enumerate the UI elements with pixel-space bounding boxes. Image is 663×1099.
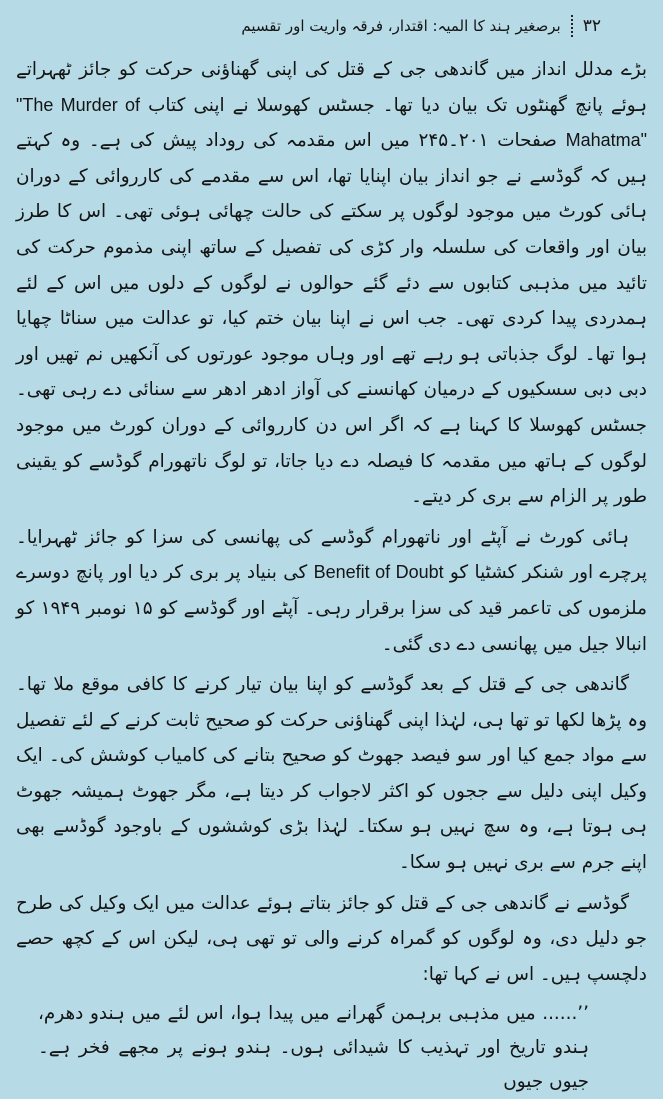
paragraph-2-text-b: کی بنیاد پر بری کر دیا اور پانچ دوسرے ملزموں کی تاعمر قید کی سزا برقرار رہی۔ آپٹے اور گوڈسے کو ۱۵ نومبر ۱۹۴۹ کو انبالا جیل میں پھانسی دے دی گئی۔	[16, 562, 647, 655]
paragraph-3: گاندھی جی کے قتل کے بعد گوڈسے کو اپنا بیان تیار کرنے کا کافی موقع ملا تھا۔ وہ پڑھا لکھا تو تھا ہی، لہٰذا اپنی گھناؤنی حرکت کو صحیح ثابت کرنے کے لئے تفصیل سے مواد جمع کیا اور سو فیصد جھوٹ کو صحیح بتانے کی کامیاب کوشش کی۔ ایک وکیل اپنی دلیل سے ججوں کو اکثر لاجواب کر دیتا ہے، مگر جھوٹ ہمیشہ جھوٹ ہی ہوتا ہے، وہ سچ نہیں ہو سکتا۔ لہٰذا بڑی کوششوں کے باوجود گوڈسے بھی اپنے جرم سے بری نہیں ہو سکا۔	[16, 674, 647, 874]
latin-phrase: Benefit of Doubt	[313, 562, 444, 583]
header-divider	[571, 15, 573, 37]
block-quote: ’’...... میں مذہبی برہمن گھرانے میں پیدا ہوا، اس لئے میں ہندو دھرم، ہندو تاریخ اور تہذیب کا شیدائی ہوں۔ ہندو ہونے پر مجھے فخر ہے۔ جیوں جیوں	[38, 1003, 589, 1093]
running-title: برصغیر ہند کا المیہ: اقتدار، فرقہ واریت اور تقسیم	[241, 17, 561, 35]
page-body	[16, 52, 647, 1099]
page-header	[16, 6, 647, 46]
paragraph-1	[16, 52, 647, 515]
paragraph-4: گوڈسے نے گاندھی جی کے قتل کو جائز بتاتے ہوئے عدالت میں ایک وکیل کی طرح جو دلیل دی، وہ لوگوں کو گمراہ کرنے والی تو تھی ہی، لیکن اس کے کچھ حصے دلچسپ ہیں۔ اس نے کہا تھا:	[16, 892, 647, 985]
page-number: ۳۲	[582, 16, 601, 36]
paragraph-1-text-a: بڑے مدلل انداز میں گاندھی جی کے قتل کی اپنی گھناؤنی حرکت کو جائز ٹھہراتے ہوئے پانچ گھنٹوں تک بیان دیا تھا۔ جسٹس کھوسلا نے اپنی کتاب	[16, 59, 647, 116]
paragraph-2-text-a: ہائی کورٹ نے آپٹے اور ناتھورام گوڈسے کی پھانسی کی سزا کو جائز ٹھہرایا۔ پرچرے اور شنکر کشٹیا کو	[16, 526, 647, 584]
book-title-latin: "The Murder of Mahatma"	[16, 94, 647, 151]
paragraph-1-text-b: صفحات ۲۰۱۔۲۴۵ میں اس مقدمہ کی روداد پیش کی ہے۔ وہ کہتے ہیں کہ گوڈسے نے جو انداز بیان اپنایا تھا، اس سے مقدمے کی کارروائی کے دوران ہائی کورٹ میں موجود لوگوں پر سکتے کی حالت چھائی ہوئی تھی۔ اس کا طرز بیان اور واقعات کی سلسلہ وار کڑی کی تفصیل کے ساتھ اپنی مذموم حرکت کی تائید میں مذہبی کتابوں سے دئے گئے حوالوں نے لوگوں کے دلوں میں اس کے لئے ہمدردی پیدا کردی تھی۔ جب اس نے اپنا بیان ختم کیا، تو عدالت میں سناٹا چھایا ہوا تھا۔ لوگ جذباتی ہو رہے تھے اور وہاں موجود عورتوں کی آنکھیں نم تھیں اور دبی دبی سسکیوں کے درمیان کھانسنے کی آواز ادھر ادھر سے سنائی دے رہی تھی۔ جسٹس کھوسلا کا کہنا ہے کہ اگر اس دن کارروائی کے دوران کورٹ میں موجود لوگوں کے ہاتھ میں مقدمہ کا فیصلہ دے دیا جاتا، تو لوگ ناتھورام گوڈسے کو یقینی طور پر الزام سے بری کر دیتے۔	[16, 130, 647, 508]
paragraph-2	[16, 520, 647, 662]
